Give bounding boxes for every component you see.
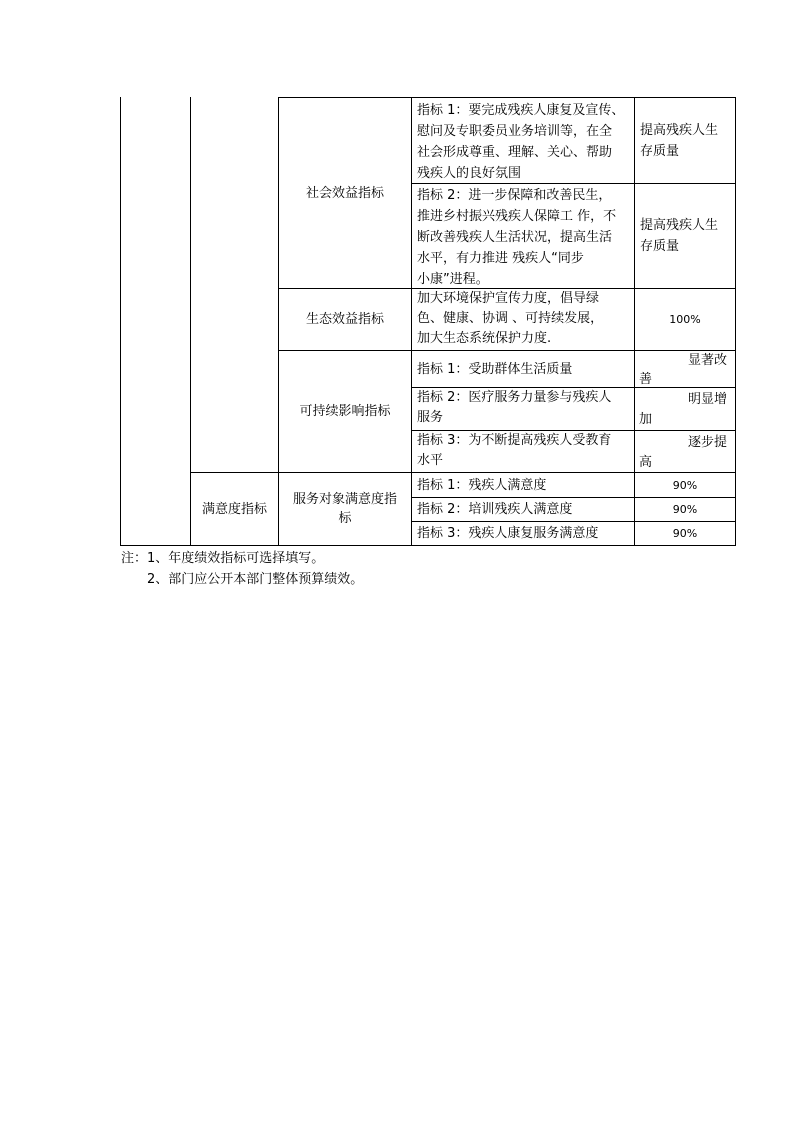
value-text: 90% [672, 527, 698, 540]
value-text: 90% [672, 478, 698, 492]
indicator-cell [412, 351, 634, 387]
indicator-line: 水平，有力推进 残疾人“同步 [417, 251, 584, 266]
value-line: 存质量 [640, 239, 680, 254]
value-line: 显著改 [687, 353, 727, 368]
value-cell [635, 98, 735, 183]
value-line: 逐步提 [687, 435, 727, 450]
level2-label: 满意度指标 [201, 501, 267, 517]
category-label: 可持续影响指标 [299, 404, 391, 419]
indicator-cell [412, 431, 634, 472]
value-line: 提高残疾人生 [640, 122, 719, 138]
category-cell-sustain [279, 351, 411, 472]
value-text: 100% [669, 313, 701, 326]
indicator-line: 水平 [417, 453, 444, 468]
value-cell [635, 473, 735, 497]
indicator-line: 指标 2：医疗服务力量参与残疾人 [417, 390, 612, 405]
indicator-line: 指标 1：要完成残疾人康复及宣传、 [417, 103, 625, 118]
value-line: 存质量 [640, 143, 680, 159]
value-line: 善 [639, 372, 653, 387]
indicator-line: 色、健康、协调 、可持续发展， [417, 311, 604, 326]
note-line-1: 注：1、年度绩效指标可选择填写。 [121, 551, 325, 566]
indicator-cell [412, 184, 634, 288]
table-border-right [735, 97, 736, 546]
indicator-line: 指标 1：残疾人满意度 [417, 477, 547, 493]
level2-cell-satisfaction [191, 473, 278, 545]
value-cell [635, 431, 735, 472]
note-line-2: 2、部门应公开本部门整体预算绩效。 [147, 572, 364, 587]
category-cell-social [279, 98, 411, 288]
value-cell [635, 351, 735, 387]
value-text: 90% [672, 503, 698, 516]
indicator-line: 加大环境保护宣传力度，倡导绿 [417, 291, 600, 306]
indicator-line: 小康”进程。 [417, 272, 489, 287]
table-border-bottom [120, 545, 736, 546]
value-line: 明显增 [687, 392, 727, 407]
category-cell-satisfaction [279, 473, 411, 545]
indicator-cell [412, 522, 634, 545]
category-label: 服务对象满意度指 [292, 492, 397, 507]
value-cell [635, 289, 735, 350]
indicator-cell [412, 498, 634, 521]
category-cell-eco [279, 289, 411, 350]
value-cell [635, 388, 735, 430]
value-cell [635, 184, 735, 288]
value-line: 高 [639, 455, 653, 470]
indicator-line: 指标 3：为不断提高残疾人受教育 [417, 433, 612, 448]
indicator-line: 慰问及专职委员业务培训等，在全 [417, 124, 613, 139]
category-label: 生态效益指标 [305, 312, 384, 327]
indicator-cell [412, 473, 634, 497]
indicator-line: 社会形成尊重、理解、关心、帮助 [417, 145, 613, 160]
value-cell [635, 522, 735, 545]
category-label: 社会效益指标 [305, 185, 384, 201]
indicator-line: 服务 [417, 410, 444, 425]
table-border-left [120, 97, 121, 546]
indicator-cell [412, 388, 634, 430]
indicator-line: 指标 1：受助群体生活质量 [417, 361, 573, 377]
table-notes [121, 548, 363, 590]
value-cell [635, 498, 735, 521]
indicator-line: 指标 2：培训残疾人满意度 [417, 502, 573, 517]
category-label: 标 [338, 511, 352, 526]
indicator-line: 断改善残疾人生活状况，提高生活 [417, 230, 613, 245]
indicator-line: 残疾人的良好氛围 [417, 166, 522, 181]
value-line: 加 [639, 412, 653, 427]
indicator-line: 推进乡村振兴残疾人保障工 作，不 [417, 209, 617, 224]
value-line: 提高残疾人生 [640, 218, 719, 233]
indicator-cell [412, 98, 634, 183]
indicator-cell [412, 289, 634, 350]
indicator-line: 指标 3：残疾人康复服务满意度 [417, 526, 599, 541]
indicator-line: 加大生态系统保护力度. [417, 331, 552, 346]
performance-indicator-table [0, 0, 792, 560]
indicator-line: 指标 2：进一步保障和改善民生， [417, 188, 612, 203]
